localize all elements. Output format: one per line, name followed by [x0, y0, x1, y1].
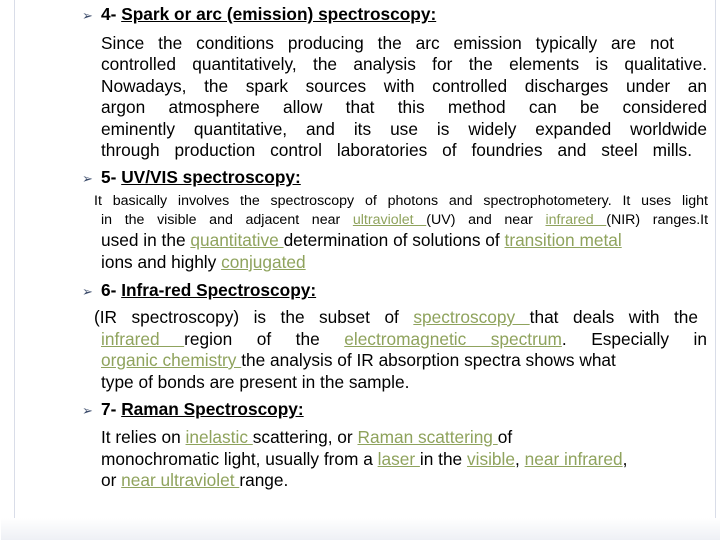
link-laser[interactable]: laser: [377, 449, 420, 469]
heading-number: 4-: [101, 4, 117, 24]
paragraph-line: eminently quantitative, and its use is widely expanded worldwide: [101, 119, 707, 139]
link-near-ultraviolet[interactable]: near ultraviolet: [121, 470, 240, 490]
link-spectroscopy[interactable]: spectroscopy: [413, 307, 530, 327]
paragraph-line-small: in the visible and adjacent near ultraviolet (UV) and near infrared (NIR) ranges.It: [101, 212, 709, 228]
heading-number: 6-: [101, 280, 117, 300]
heading-title: Spark or arc (emission) spectroscopy:: [121, 4, 437, 24]
heading-ir: [101, 280, 316, 301]
paragraph-line-small: It basically involves the spectroscopy of photons and spectrophotometery. It uses light: [94, 193, 708, 209]
paragraph-line: controlled quantitatively, the analysis for the elements is qualitative.: [101, 54, 707, 74]
link-organic-chemistry[interactable]: organic chemistry: [101, 350, 242, 370]
link-ultraviolet[interactable]: ultraviolet: [352, 212, 427, 228]
link-near-infrared[interactable]: near infrared: [524, 449, 623, 469]
paragraph-line: through production control laboratories of foundries and steel mills.: [101, 140, 692, 160]
link-conjugated[interactable]: conjugated: [221, 252, 306, 272]
paragraph-line: used in the quantitative determination of solutions of transition metal: [101, 230, 622, 250]
bullet-arrow-icon: ➢: [82, 8, 93, 23]
heading-number: 5-: [101, 167, 117, 187]
heading-title: UV/VIS spectroscopy:: [121, 167, 301, 187]
link-spectrum[interactable]: spectrum: [490, 329, 562, 349]
heading-spark: [101, 4, 436, 25]
paragraph-line: (IR spectroscopy) is the subset of spectroscopy that deals with the: [94, 307, 699, 327]
heading-raman: [101, 399, 304, 420]
bullet-arrow-icon: ➢: [82, 284, 93, 299]
paragraph-line: monochromatic light, usually from a laser in the visible, near infrared,: [101, 449, 628, 469]
slide-footer-band: [1, 518, 720, 540]
heading-number: 7-: [101, 399, 117, 419]
link-transition-metal[interactable]: transition metal: [504, 230, 622, 250]
paragraph-line: It relies on inelastic scattering, or Raman scattering of: [101, 427, 513, 447]
paragraph-line: organic chemistry the analysis of IR absorption spectra shows what: [101, 350, 616, 370]
link-visible[interactable]: visible: [466, 449, 515, 469]
heading-title: Infra-red Spectroscopy:: [121, 280, 317, 300]
bullet-arrow-icon: ➢: [82, 403, 93, 418]
link-infrared[interactable]: infrared: [101, 329, 185, 349]
paragraph-line: or near ultraviolet range.: [101, 470, 289, 490]
paragraph-line: ions and highly conjugated: [101, 252, 306, 272]
paragraph-line: argon atmosphere allow that this method can be considered: [101, 97, 707, 117]
bullet-arrow-icon: ➢: [82, 171, 93, 186]
link-electromagnetic[interactable]: electromagnetic: [344, 329, 491, 349]
paragraph-line: type of bonds are present in the sample.: [101, 372, 410, 392]
heading-uvvis: [101, 167, 301, 188]
link-raman-scattering[interactable]: Raman scattering: [357, 427, 498, 447]
paragraph-line: Since the conditions producing the arc emission typically are not: [101, 33, 674, 53]
link-infrared[interactable]: infrared: [545, 212, 607, 228]
link-quantitative[interactable]: quantitative: [190, 230, 284, 250]
paragraph-line: Nowadays, the spark sources with controlled discharges under an: [101, 76, 707, 96]
heading-title: Raman Spectroscopy:: [121, 399, 304, 419]
paragraph-line: infrared region of the electromagnetic spectrum. Especially in: [101, 329, 707, 349]
link-inelastic[interactable]: inelastic: [185, 427, 253, 447]
